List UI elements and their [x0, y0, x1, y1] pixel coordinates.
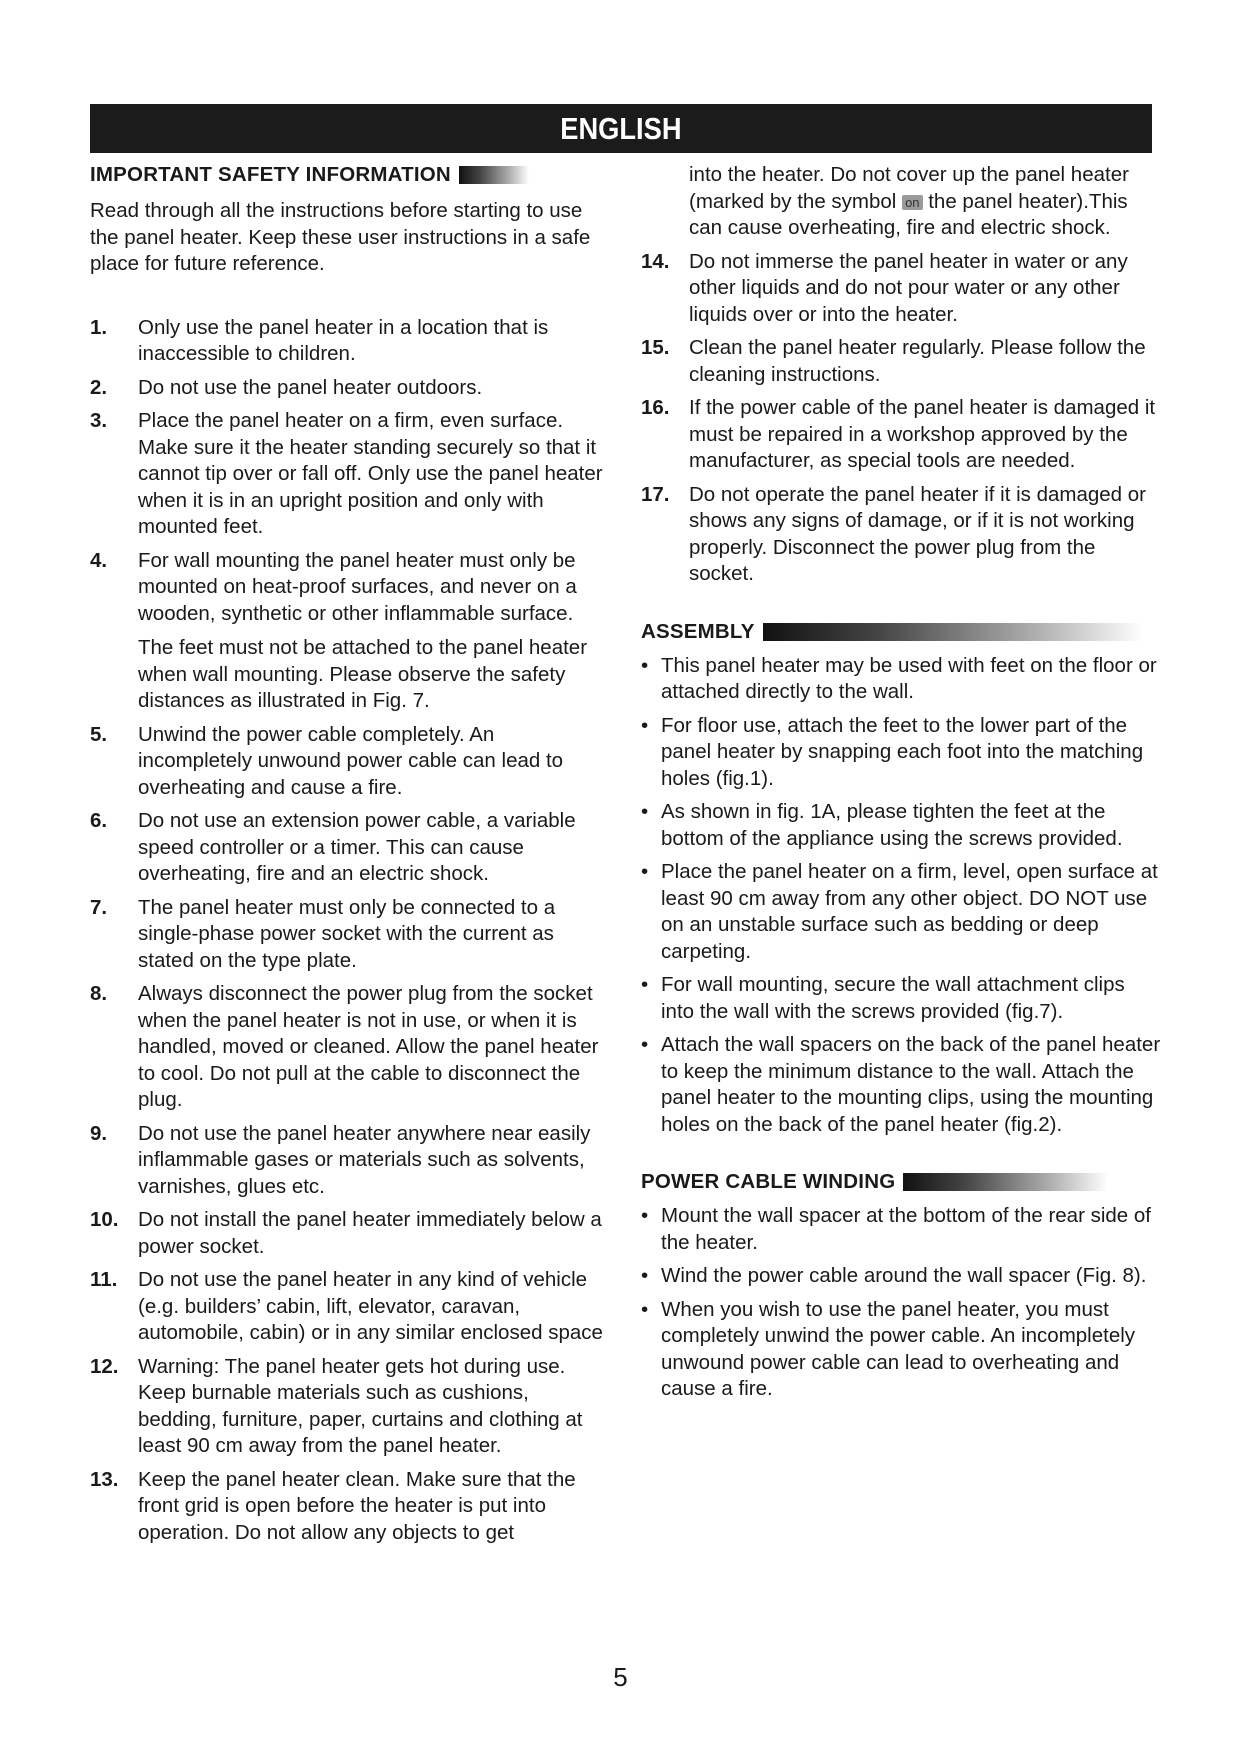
- safety-item: [90, 1207, 610, 1260]
- safety-item: [90, 375, 610, 402]
- item-number: 14.: [641, 249, 670, 273]
- item-number: 1.: [90, 315, 108, 339]
- item-number: 3.: [90, 409, 108, 432]
- item-extra-paragraph: The feet must not be attached to the panel heater when wall mounting. Please observe the safety distances as illustrated in Fig. 7.: [138, 636, 588, 712]
- item-text: Clean the panel heater regularly. Please follow the cleaning instructions.: [689, 336, 1146, 386]
- safety-item: [90, 1354, 610, 1460]
- safety-item: [90, 1467, 610, 1547]
- safety-item: [90, 315, 610, 368]
- safety-intro: Read through all the instructions before starting to use the panel heater. Keep these user instructions in a safe place for future reference.: [90, 199, 591, 275]
- safety-heading-text: IMPORTANT SAFETY INFORMATION: [90, 163, 451, 186]
- item-text: Do not use the panel heater in any kind of vehicle (e.g. builders’ cabin, lift, elevator, caravan, automobile, cabin) or in any similar enclosed space: [138, 1268, 603, 1344]
- bullet-mark: •: [641, 973, 649, 996]
- item-number: 7.: [90, 895, 108, 919]
- safety-item: [641, 395, 1161, 475]
- item-text: Place the panel heater on a firm, even surface. Make sure it the heater standing securely so that it cannot tip over or fall off. Only use the panel heater when it is in an upright position and only with mounted feet.: [138, 409, 603, 538]
- safety-item: [90, 895, 610, 975]
- item-text: Do not install the panel heater immediately below a power socket.: [138, 1208, 602, 1258]
- item-text: If the power cable of the panel heater is damaged it must be repaired in a workshop approved by the manufacturer, as special tools are needed.: [689, 396, 1156, 472]
- safety-item: [641, 335, 1161, 388]
- item-text: Keep the panel heater clean. Make sure that the front grid is open before the heater is put into operation. Do not allow any objects to get: [138, 1467, 576, 1544]
- item-number: 13.: [90, 1467, 119, 1491]
- assembly-bullet: [641, 799, 1161, 852]
- bullet-mark: •: [641, 1264, 649, 1287]
- assembly-bullet: [641, 713, 1161, 793]
- assembly-section: [641, 619, 1161, 1139]
- item-text: Do not use the panel heater outdoors.: [138, 375, 483, 399]
- item-13-continuation-b: the panel heater).This can cause overheating, fire and electric shock.: [689, 189, 1128, 239]
- page-number: 5: [613, 1662, 628, 1692]
- cable-section: [641, 1169, 1161, 1403]
- bullet-text: For floor use, attach the feet to the lower part of the panel heater by snapping each foot into the matching holes (fig.1).: [661, 713, 1144, 790]
- cable-list: [641, 1203, 1161, 1403]
- bullet-text: Attach the wall spacers on the back of the panel heater to keep the minimum distance to the wall. Attach the panel heater to the mounting clips, using the mounting holes on the back of the panel heater (fig.2).: [661, 1033, 1161, 1136]
- item-text: The panel heater must only be connected to a single-phase power socket with the current as stated on the type plate.: [138, 895, 556, 972]
- safety-item: [90, 808, 610, 888]
- item-13-continuation: [641, 162, 1161, 242]
- language-banner: [90, 104, 1152, 153]
- assembly-bullet: [641, 1032, 1161, 1138]
- item-number: 6.: [90, 809, 108, 832]
- assembly-bullet: [641, 653, 1161, 706]
- safety-item: [90, 1267, 610, 1347]
- bullet-mark: •: [641, 1297, 649, 1321]
- bullet-text: When you wish to use the panel heater, you must completely unwind the power cable. An incompletely unwound power cable can lead to overheating and cause a fire.: [661, 1297, 1136, 1400]
- item-number: 15.: [641, 336, 670, 359]
- bullet-text: Place the panel heater on a firm, level, open surface at least 90 cm away from any other object. DO NOT use on an unstable surface such as bedding or deep carpeting.: [661, 860, 1158, 963]
- assembly-list: [641, 653, 1161, 1139]
- cable-bullet: [641, 1297, 1161, 1403]
- bullet-text: Mount the wall spacer at the bottom of the rear side of the heater.: [661, 1204, 1151, 1254]
- bullet-mark: •: [641, 800, 649, 823]
- bullet-text: As shown in fig. 1A, please tighten the feet at the bottom of the appliance using the screws provided.: [661, 800, 1123, 850]
- safety-item: [641, 482, 1161, 588]
- safety-heading: [90, 162, 610, 188]
- bullet-text: Wind the power cable around the wall spacer (Fig. 8).: [661, 1264, 1147, 1287]
- heading-bar: [763, 623, 1143, 641]
- safety-item: [90, 1121, 610, 1201]
- assembly-heading: [641, 619, 1161, 645]
- safety-item: [90, 981, 610, 1114]
- item-text: Do not immerse the panel heater in water or any other liquids and do not pour water or any other liquids over or into the heater.: [689, 249, 1128, 326]
- item-13-continuation-a: into the heater. Do not cover up the panel heater (marked by the symbol: [689, 163, 1129, 213]
- bullet-mark: •: [641, 713, 649, 737]
- right-column: [641, 162, 1161, 1410]
- item-number: 16.: [641, 396, 670, 419]
- item-number: 4.: [90, 548, 108, 572]
- bullet-text: This panel heater may be used with feet on the floor or attached directly to the wall.: [661, 653, 1157, 703]
- assembly-heading-text: ASSEMBLY: [641, 619, 755, 643]
- item-text: Do not use an extension power cable, a variable speed controller or a timer. This can cause overheating, fire and an electric shock.: [138, 809, 576, 885]
- assembly-bullet: [641, 972, 1161, 1025]
- bullet-mark: •: [641, 860, 649, 883]
- item-number: 11.: [90, 1268, 118, 1291]
- bullet-text: For wall mounting, secure the wall attachment clips into the wall with the screws provided (fig.7).: [661, 973, 1125, 1023]
- heading-bar: [903, 1173, 1108, 1191]
- item-number: 5.: [90, 722, 108, 746]
- heading-bar: [459, 166, 529, 184]
- item-text: Do not operate the panel heater if it is damaged or shows any signs of damage, or if it is not working properly. Disconnect the power plug from the socket.: [689, 482, 1146, 585]
- on-symbol-icon: on: [902, 195, 922, 210]
- cable-bullet: [641, 1203, 1161, 1256]
- bullet-mark: •: [641, 1033, 649, 1056]
- bullet-mark: •: [641, 1204, 649, 1227]
- item-text: Always disconnect the power plug from the socket when the panel heater is not in use, or when it is handled, moved or cleaned. Allow the panel heater to cool. Do not pull at the cable to disconnect the plug.: [138, 982, 599, 1111]
- bullet-mark: •: [641, 653, 649, 677]
- banner-title: ENGLISH: [560, 111, 682, 146]
- item-text: Unwind the power cable completely. An incompletely unwound power cable can lead to overheating and cause a fire.: [138, 722, 564, 799]
- item-text: Do not use the panel heater anywhere near easily inflammable gases or materials such as solvents, varnishes, glues etc.: [138, 1121, 591, 1198]
- cable-heading: [641, 1169, 1161, 1195]
- safety-item: [90, 722, 610, 802]
- item-text: For wall mounting the panel heater must only be mounted on heat-proof surfaces, and never on a wooden, synthetic or other inflammable surface.: [138, 548, 577, 625]
- safety-item: [90, 408, 610, 541]
- assembly-bullet: [641, 859, 1161, 965]
- cable-bullet: [641, 1263, 1161, 1290]
- item-number: 8.: [90, 982, 108, 1005]
- item-number: 12.: [90, 1354, 119, 1378]
- safety-item: [90, 548, 610, 628]
- safety-items-left: [90, 315, 610, 1547]
- item-number: 9.: [90, 1121, 108, 1145]
- item-text: Warning: The panel heater gets hot during use. Keep burnable materials such as cushions, bedding, furniture, paper, curtains and clothing at least 90 cm away from the panel heater.: [138, 1354, 583, 1457]
- item-text: Only use the panel heater in a location that is inaccessible to children.: [138, 315, 549, 365]
- safety-item: [641, 249, 1161, 329]
- item-number: 2.: [90, 375, 108, 399]
- item-number: 17.: [641, 482, 670, 506]
- left-column: [90, 162, 610, 1553]
- cable-heading-text: POWER CABLE WINDING: [641, 1170, 896, 1193]
- item-number: 10.: [90, 1208, 119, 1231]
